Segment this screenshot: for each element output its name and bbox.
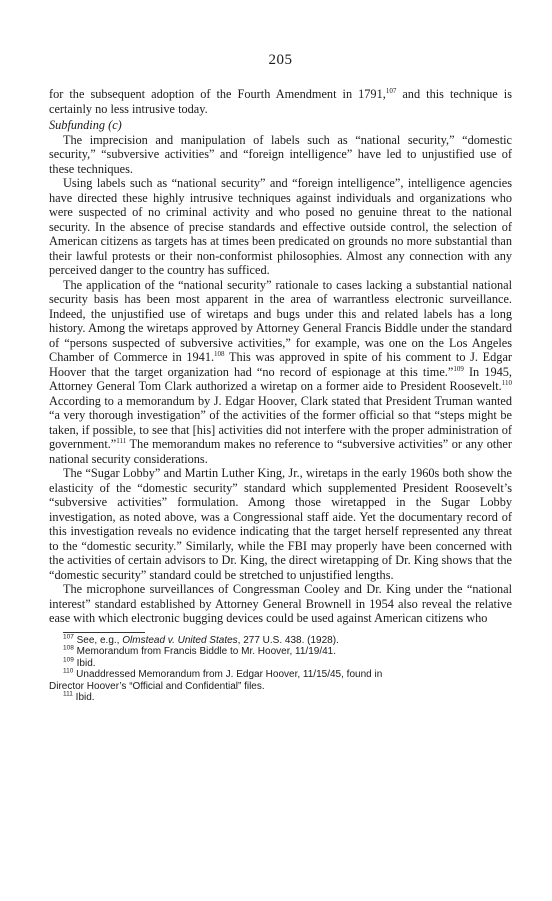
footnote-text: Ibid. <box>75 692 95 704</box>
page-number: 205 <box>268 52 293 68</box>
section-heading: Subfunding (c) <box>49 118 122 132</box>
footnote-number: 108 <box>63 644 74 652</box>
footnote-number: 109 <box>63 656 74 664</box>
footnote-ref-111: 111 <box>116 436 127 445</box>
paragraph-3-part-a: The application of the “national security” rationale to cases lacking a substantial national security basis has been most apparent in the area of warrantless electronic surveillance. Indeed, the unjustified use of wiretaps and bugs under this and related labels has a long history. Among the wiretaps approved by Attorney General Francis Biddle under the standard of “persons suspected of subversive activities,” for example, was one on the Los Angeles Chamber of Commerce in 1941. <box>49 277 512 364</box>
footnotes <box>49 635 512 705</box>
footnote-107 <box>49 635 512 647</box>
intro-text: for the subsequent adoption of the Fourth Amendment in 1791, <box>49 87 386 101</box>
footnote-111 <box>49 692 512 704</box>
footnote-text: Memorandum from Francis Biddle to Mr. Hoover, 11/19/41. <box>76 646 337 658</box>
paragraph-2: Using labels such as “national security” and “foreign intelligence”, intelligence agencies have directed these highly intrusive techniques against individuals and organizations who were suspected of no criminal activity and who posed no genuine threat to the national security. In the absence of precise standards and effective outside control, the selection of American citizens as targets has at times been predicated on grounds no more substantial than their lawful protests or their non-conformist philosophies. Almost any connection with any perceived danger to the country has sufficed. <box>49 176 512 277</box>
paragraph-3-part-c: In 1945, Attorney General Tom Clark authorized a wiretap on a former aide to President Roosevelt. <box>49 364 512 393</box>
case-name: Olmstead v. United States <box>122 634 238 646</box>
paragraph-3-part-e: The memorandum makes no reference to “subversive activities” or any other national security considerations. <box>49 437 512 466</box>
footnote-110 <box>49 669 512 681</box>
footnote-108 <box>49 646 512 658</box>
paragraph-3-part-b: This was approved in spite of his comment to J. Edgar Hoover that the target organization had “no record of espionage at this time.” <box>49 350 512 379</box>
footnote-number: 111 <box>63 691 73 699</box>
footnote-text: , 277 U.S. 438. (1928). <box>237 634 339 646</box>
footnote-text: See, e.g., <box>76 634 123 646</box>
footnote-number: 110 <box>63 667 74 675</box>
intro-paragraph <box>49 87 512 116</box>
footnote-text: Ibid. <box>76 657 96 669</box>
paragraph-3 <box>49 278 512 467</box>
body-text <box>49 87 512 626</box>
footnote-109 <box>49 658 512 670</box>
footnote-ref-107: 107 <box>385 86 397 95</box>
paragraph-5: The microphone surveillances of Congressman Cooley and Dr. King under the “national interest” standard established by Attorney General Brownell in 1954 also reveal the relative ease with which electronic bugging devices could be used against American citizens who <box>49 582 512 625</box>
footnote-ref-110: 110 <box>501 378 512 387</box>
paragraph-4: The “Sugar Lobby” and Martin Luther King, Jr., wiretaps in the early 1960s both show the elasticity of the “domestic security” standard which supplemented President Roosevelt’s “subversive activities” formulation. Among those wiretapped in the Sugar Lobby investigation, as noted above, was a Congressional staff aide. Yet the documentary record of this investigation reveals no evidence indicating that the target herself represented any threat to the “domestic security.” Similarly, while the FBI may properly have been concerned with the activities of certain advisors to Dr. King, the direct wiretapping of Dr. King shows that the “domestic security” standard could be stretched to unjustified lengths. <box>49 466 512 582</box>
footnote-ref-108: 108 <box>214 349 225 358</box>
intro-text-after: and this technique is certainly no less intrusive today. <box>49 87 512 116</box>
paragraph-3-part-d: According to a memorandum by J. Edgar Hoover, Clark stated that President Truman wanted “a very thorough investigation” of the activities of the former official so that “steps might be taken, if possible, to see that [his] activities did not interfere with the proper administration of government.” <box>49 393 512 451</box>
paragraph-1: The imprecision and manipulation of labels such as “national security,” “domestic security,” “subversive activities” and “foreign intelligence” have led to unjustified use of these techniques. <box>49 132 512 176</box>
footnote-110-continued: Director Hoover’s “Official and Confidential” files. <box>49 680 265 692</box>
footnote-text: Unaddressed Memorandum from J. Edgar Hoover, 11/15/45, found in <box>76 669 383 681</box>
footnote-divider <box>63 632 145 633</box>
footnote-ref-109: 109 <box>453 364 464 373</box>
footnote-number: 107 <box>63 633 74 641</box>
